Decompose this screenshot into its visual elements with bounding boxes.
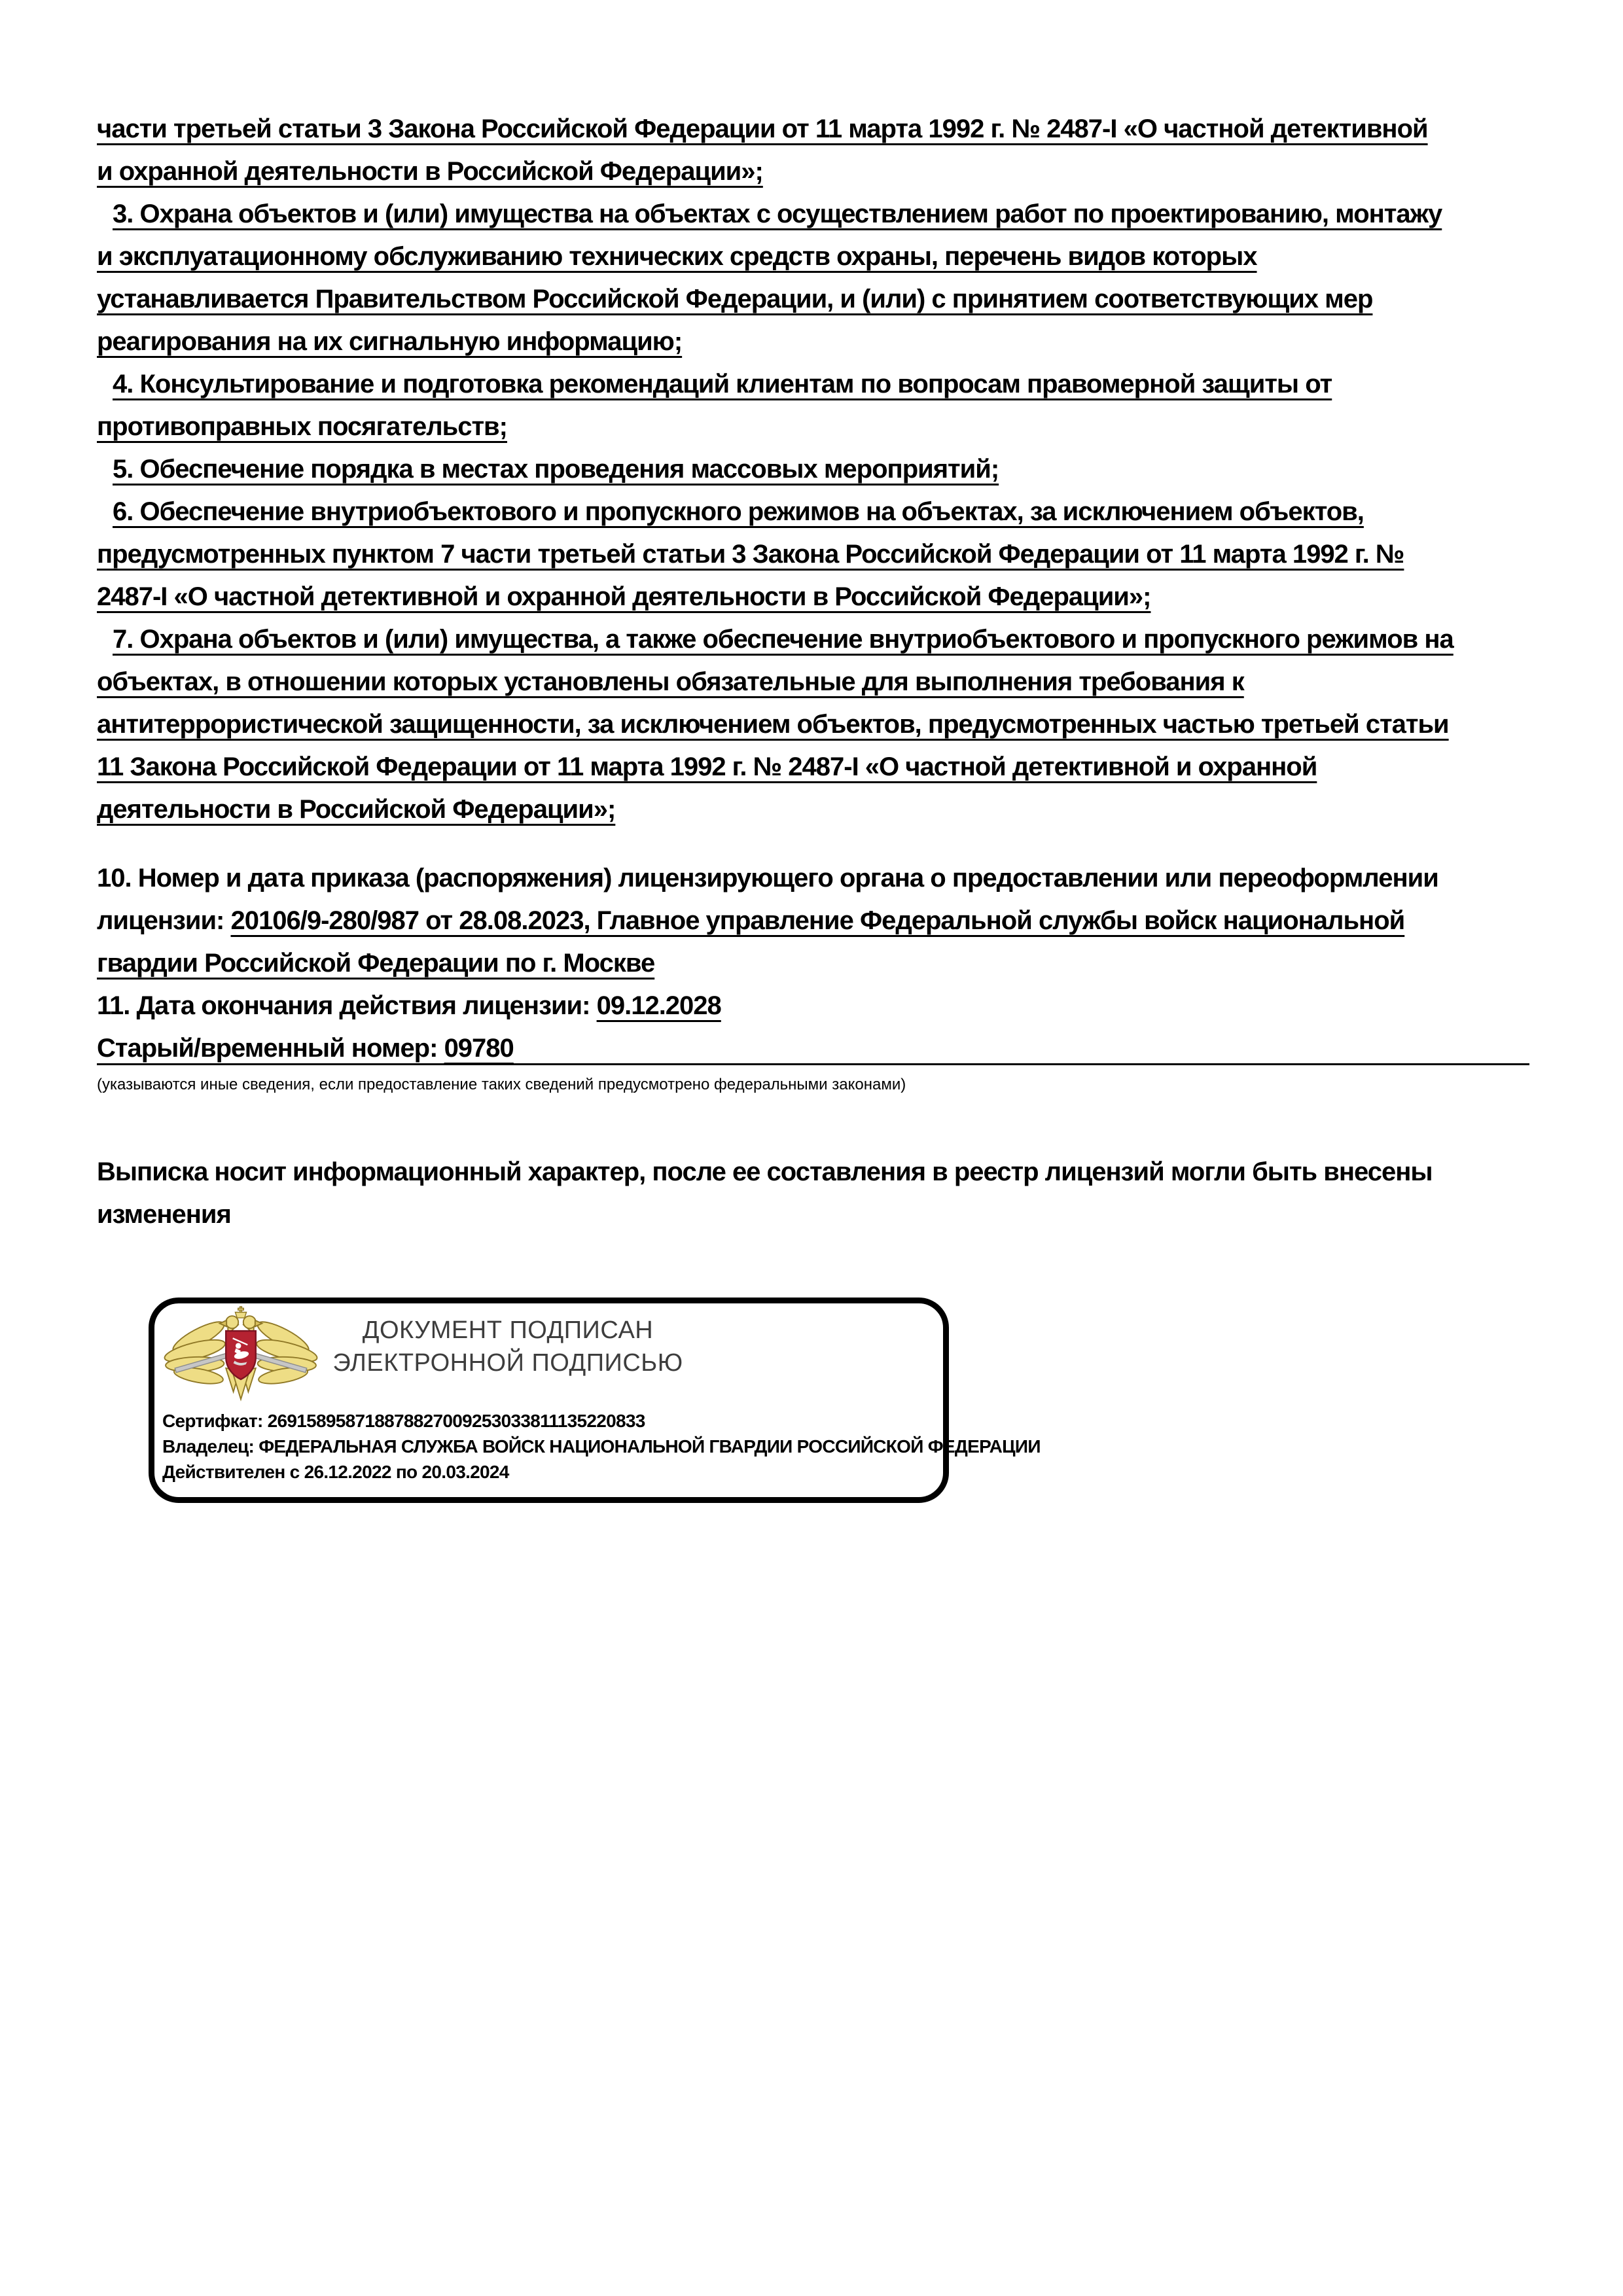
plain-text: изменения: [97, 1200, 231, 1229]
document-line: [97, 788, 1529, 831]
document-line: [97, 150, 1529, 193]
stamp-title: [331, 1314, 685, 1379]
underlined-text: гвардии Российской Федерации по г. Москве: [97, 949, 655, 978]
document-line: [97, 985, 1529, 1027]
rosgvardia-emblem-icon: [162, 1306, 319, 1405]
underlined-text: части третьей статьи 3 Закона Российской Федерации от 11 марта 1992 г. № 2487-I «О частной детективной: [97, 115, 1428, 143]
document-line: [97, 1151, 1529, 1193]
underlined-text: и охранной деятельности в Российской Федерации»;: [97, 157, 763, 186]
underlined-text: 09.12.2028: [596, 991, 721, 1020]
underlined-text: и эксплуатационному обслуживанию технических средств охраны, перечень видов которых: [97, 242, 1257, 271]
underlined-text: антитеррористической защищенности, за исключением объектов, предусмотренных частью третьей статьи: [97, 710, 1449, 739]
stamp-title-line1: ДОКУМЕНТ ПОДПИСАН: [362, 1316, 654, 1344]
underlined-text: реагирования на их сигнальную информацию;: [97, 327, 683, 356]
plain-text: Выписка носит информационный характер, после ее составления в реестр лицензий могли быть внесены: [97, 1157, 1433, 1186]
underlined-text: 11 Закона Российской Федерации от 11 марта 1992 г. № 2487-I «О частной детективной и охранной: [97, 752, 1317, 781]
document-line: [97, 108, 1529, 150]
stamp-title-line2: ЭЛЕКТРОННОЙ ПОДПИСЬЮ: [332, 1349, 683, 1377]
underlined-text: 2487-I «О частной детективной и охранной деятельности в Российской Федерации»;: [97, 582, 1151, 611]
document-line: [97, 363, 1529, 406]
document-line: [97, 1193, 1529, 1236]
plain-text: 10. Номер и дата приказа (распоряжения) лицензирующего органа о предоставлении или переоформлении: [97, 864, 1438, 892]
underlined-text: предусмотренных пунктом 7 части третьей статьи 3 Закона Российской Федерации от 11 марта 1992 г. №: [97, 540, 1404, 569]
underlined-text: 7. Охрана объектов и (или) имущества, а также обеспечение внутриобъектового и пропускного режимов на: [113, 625, 1454, 654]
underlined-text: 3. Охрана объектов и (или) имущества на объектах с осуществлением работ по проектированию, монтажу: [113, 200, 1442, 228]
underlined-text: объектах, в отношении которых установлены обязательные для выполнения требования к: [97, 667, 1244, 696]
signature-stamp: [149, 1298, 1041, 1503]
document-line: [97, 1027, 1529, 1070]
certificate-number: Сертифкат: 269158958718878827009253033811135220833: [162, 1411, 645, 1431]
document-line: [97, 1071, 1529, 1099]
underlined-text: деятельности в Российской Федерации»;: [97, 795, 616, 824]
document-line: [97, 448, 1529, 491]
document-line: [97, 900, 1529, 942]
document-line: [97, 618, 1529, 661]
document-body: [97, 108, 1529, 1236]
document-line: [97, 533, 1529, 576]
document-line: [97, 703, 1529, 746]
document-line: [97, 193, 1529, 236]
document-line: [97, 406, 1529, 448]
document-line: [97, 746, 1529, 788]
stamp-certificate-block: [162, 1408, 1041, 1485]
document-line: [97, 661, 1529, 703]
document-line: [97, 942, 1529, 985]
plain-text: (указываются иные сведения, если предоставление таких сведений предусмотрено федеральными законами): [97, 1076, 906, 1093]
underlined-text: противоправных посягательств;: [97, 412, 507, 441]
document-line: [97, 491, 1529, 533]
document-line: [97, 576, 1529, 618]
underlined-text: 6. Обеспечение внутриобъектового и пропускного режимов на объектах, за исключением объектов,: [113, 497, 1364, 526]
crown: [235, 1307, 246, 1318]
underlined-text: 4. Консультирование и подготовка рекомендаций клиентам по вопросам правомерной защиты от: [113, 370, 1332, 398]
document-line: [97, 278, 1529, 321]
underlined-text: устанавливается Правительством Российской Федерации, и (или) с принятием соответствующих мер: [97, 285, 1373, 313]
plain-text: 11. Дата окончания действия лицензии:: [97, 991, 597, 1020]
plain-text: лицензии:: [97, 906, 231, 935]
document-line: [97, 236, 1529, 278]
underlined-text: 5. Обеспечение порядка в местах проведения массовых мероприятий;: [113, 455, 999, 484]
form-rule-line: [97, 1063, 1529, 1065]
document-line: [97, 321, 1529, 363]
underlined-text: 20106/9-280/987 от 28.08.2023, Главное управление Федеральной службы войск национальной: [230, 906, 1405, 935]
certificate-validity: Действителен с 26.12.2022 по 20.03.2024: [162, 1462, 509, 1482]
underlined-text: 09780: [444, 1034, 514, 1063]
document-line: [97, 857, 1529, 900]
plain-text: Старый/временный номер:: [97, 1034, 444, 1063]
certificate-owner: Владелец: ФЕДЕРАЛЬНАЯ СЛУЖБА ВОЙСК НАЦИОНАЛЬНОЙ ГВАРДИИ РОССИЙСКОЙ ФЕДЕРАЦИИ: [162, 1436, 1041, 1457]
